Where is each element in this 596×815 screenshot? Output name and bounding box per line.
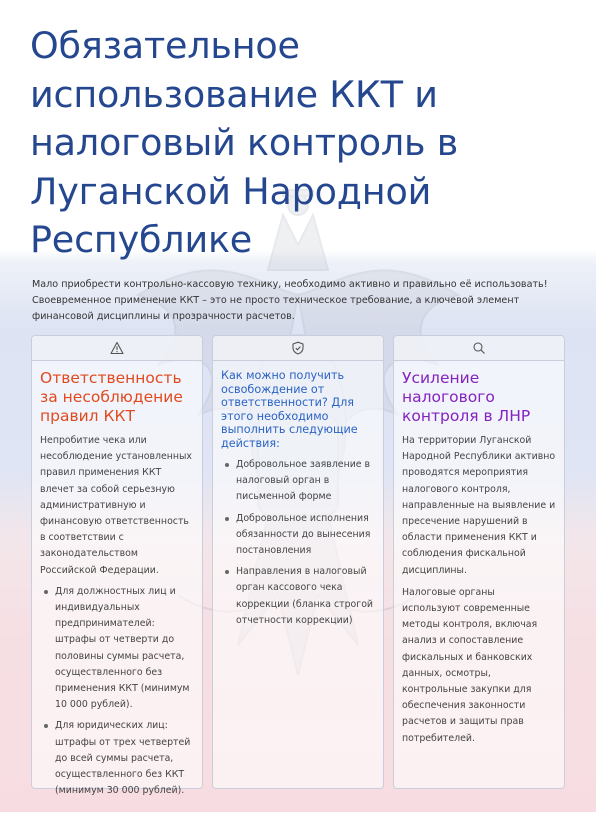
fines-list — [40, 584, 194, 800]
shield-check-icon — [291, 341, 305, 355]
card-header — [394, 336, 564, 361]
list-item: Направления в налоговый орган кассового чека коррекции (бланка строгой отчетности коррекции) — [221, 564, 375, 629]
card-text-2: Налоговые органы используют современные методы контроля, включая анализ и сопоставление фискальных и банковских данных, осмотры, контрольные закупки для обеспечения законности расчетов и защиты прав потребителей. — [402, 586, 538, 744]
card-tax-control — [393, 335, 565, 789]
card-responsibility — [31, 335, 203, 797]
card-title: Усиление налогового контроля в ЛНР — [402, 369, 531, 425]
list-item: Добровольное заявление в налоговый орган в письменной форме — [221, 457, 375, 506]
card-text: Непробитие чека или несоблюдение установленных правил применения ККТ влечет за собой серьезную административную и финансовую ответственность в соответствии с законодательством Российской Федерации. — [40, 435, 192, 576]
card-title: Как можно получить освобождение от ответственности? Для этого необходимо выполнить следующие действия: — [221, 369, 358, 450]
intro-paragraph: Мало приобрести контрольно-кассовую технику, необходимо активно и правильно её использовать! Своевременное применение ККТ – это не просто техническое требование, а ключевой элемент финансовой дисциплины и прозрачности расчетов. — [32, 279, 548, 322]
list-item: Для должностных лиц и индивидуальных предпринимателей: штрафы от четверти до половины суммы расчета, осуществленного без применения ККТ (минимум 10 000 рублей). — [40, 584, 194, 714]
list-item: Добровольное исполнения обязанности до вынесения постановления — [221, 511, 375, 560]
page-title: Обязательное использование ККТ и налоговый контроль в Луганской Народной Республике — [30, 24, 459, 261]
list-item: Для юридических лиц: штрафы от трех четвертей до всей суммы расчета, осуществленного без ККТ (минимум 30 000 рублей). — [40, 718, 194, 799]
card-title: Ответственность за несоблюдение правил ККТ — [40, 369, 183, 425]
card-exemption — [212, 335, 384, 789]
card-header — [32, 336, 202, 361]
card-text: На территории Луганской Народной Республики активно проводятся мероприятия налогового контроля, направленные на выявление и пресечение нарушений в области применения ККТ и соблюдения фискальной дисциплины. — [402, 435, 556, 576]
card-header — [213, 336, 383, 361]
search-icon — [472, 341, 486, 355]
actions-list — [221, 457, 375, 629]
warning-triangle-icon — [110, 341, 124, 355]
